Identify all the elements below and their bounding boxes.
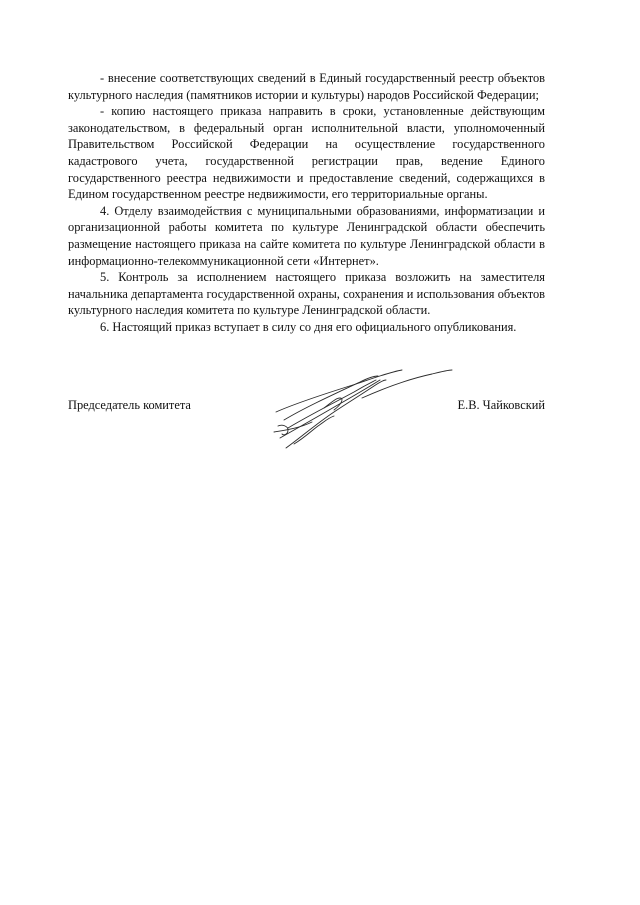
document-body [68, 70, 545, 336]
paragraph-item-4: 4. Отделу взаимодействия с муниципальными образованиями, информатизации и организационной работы комитета по культуре Ленинградской области обеспечить размещение настоящего приказа на сайте комитета по культуре Ленинградской области в информационно-телекоммуникационной сети «Интернет». [68, 203, 545, 268]
paragraph-item-6: 6. Настоящий приказ вступает в силу со дня его официального опубликования. [100, 319, 517, 334]
handwritten-signature [264, 368, 454, 452]
paragraph-item-5: 5. Контроль за исполнением настоящего приказа возложить на заместителя начальника департамента государственной охраны, сохранения и использования объектов культурного наследия комитета по культуре Ленинградской области. [68, 270, 545, 318]
signer-title: Председатель комитета [68, 398, 191, 412]
signature-block [68, 396, 545, 456]
paragraph-copy-order: - копию настоящего приказа направить в сроки, установленные действующим законодательством, в федеральный орган исполнительной власти, уполномоченный Правительством Российской Федерации на осуществление государственного кадастрового учета, государственной регистрации прав, ведение Единого государственного реестра недвижимости и предоставление сведений, содержащихся в Едином государственном реестре недвижимости, его территориальные органы. [68, 104, 545, 202]
paragraph-registry-entry: - внесение соответствующих сведений в Единый государственный реестр объектов культурного наследия (памятников истории и культуры) народов Российской Федерации; [68, 71, 545, 102]
signer-name: Е.В. Чайковский [457, 398, 545, 412]
